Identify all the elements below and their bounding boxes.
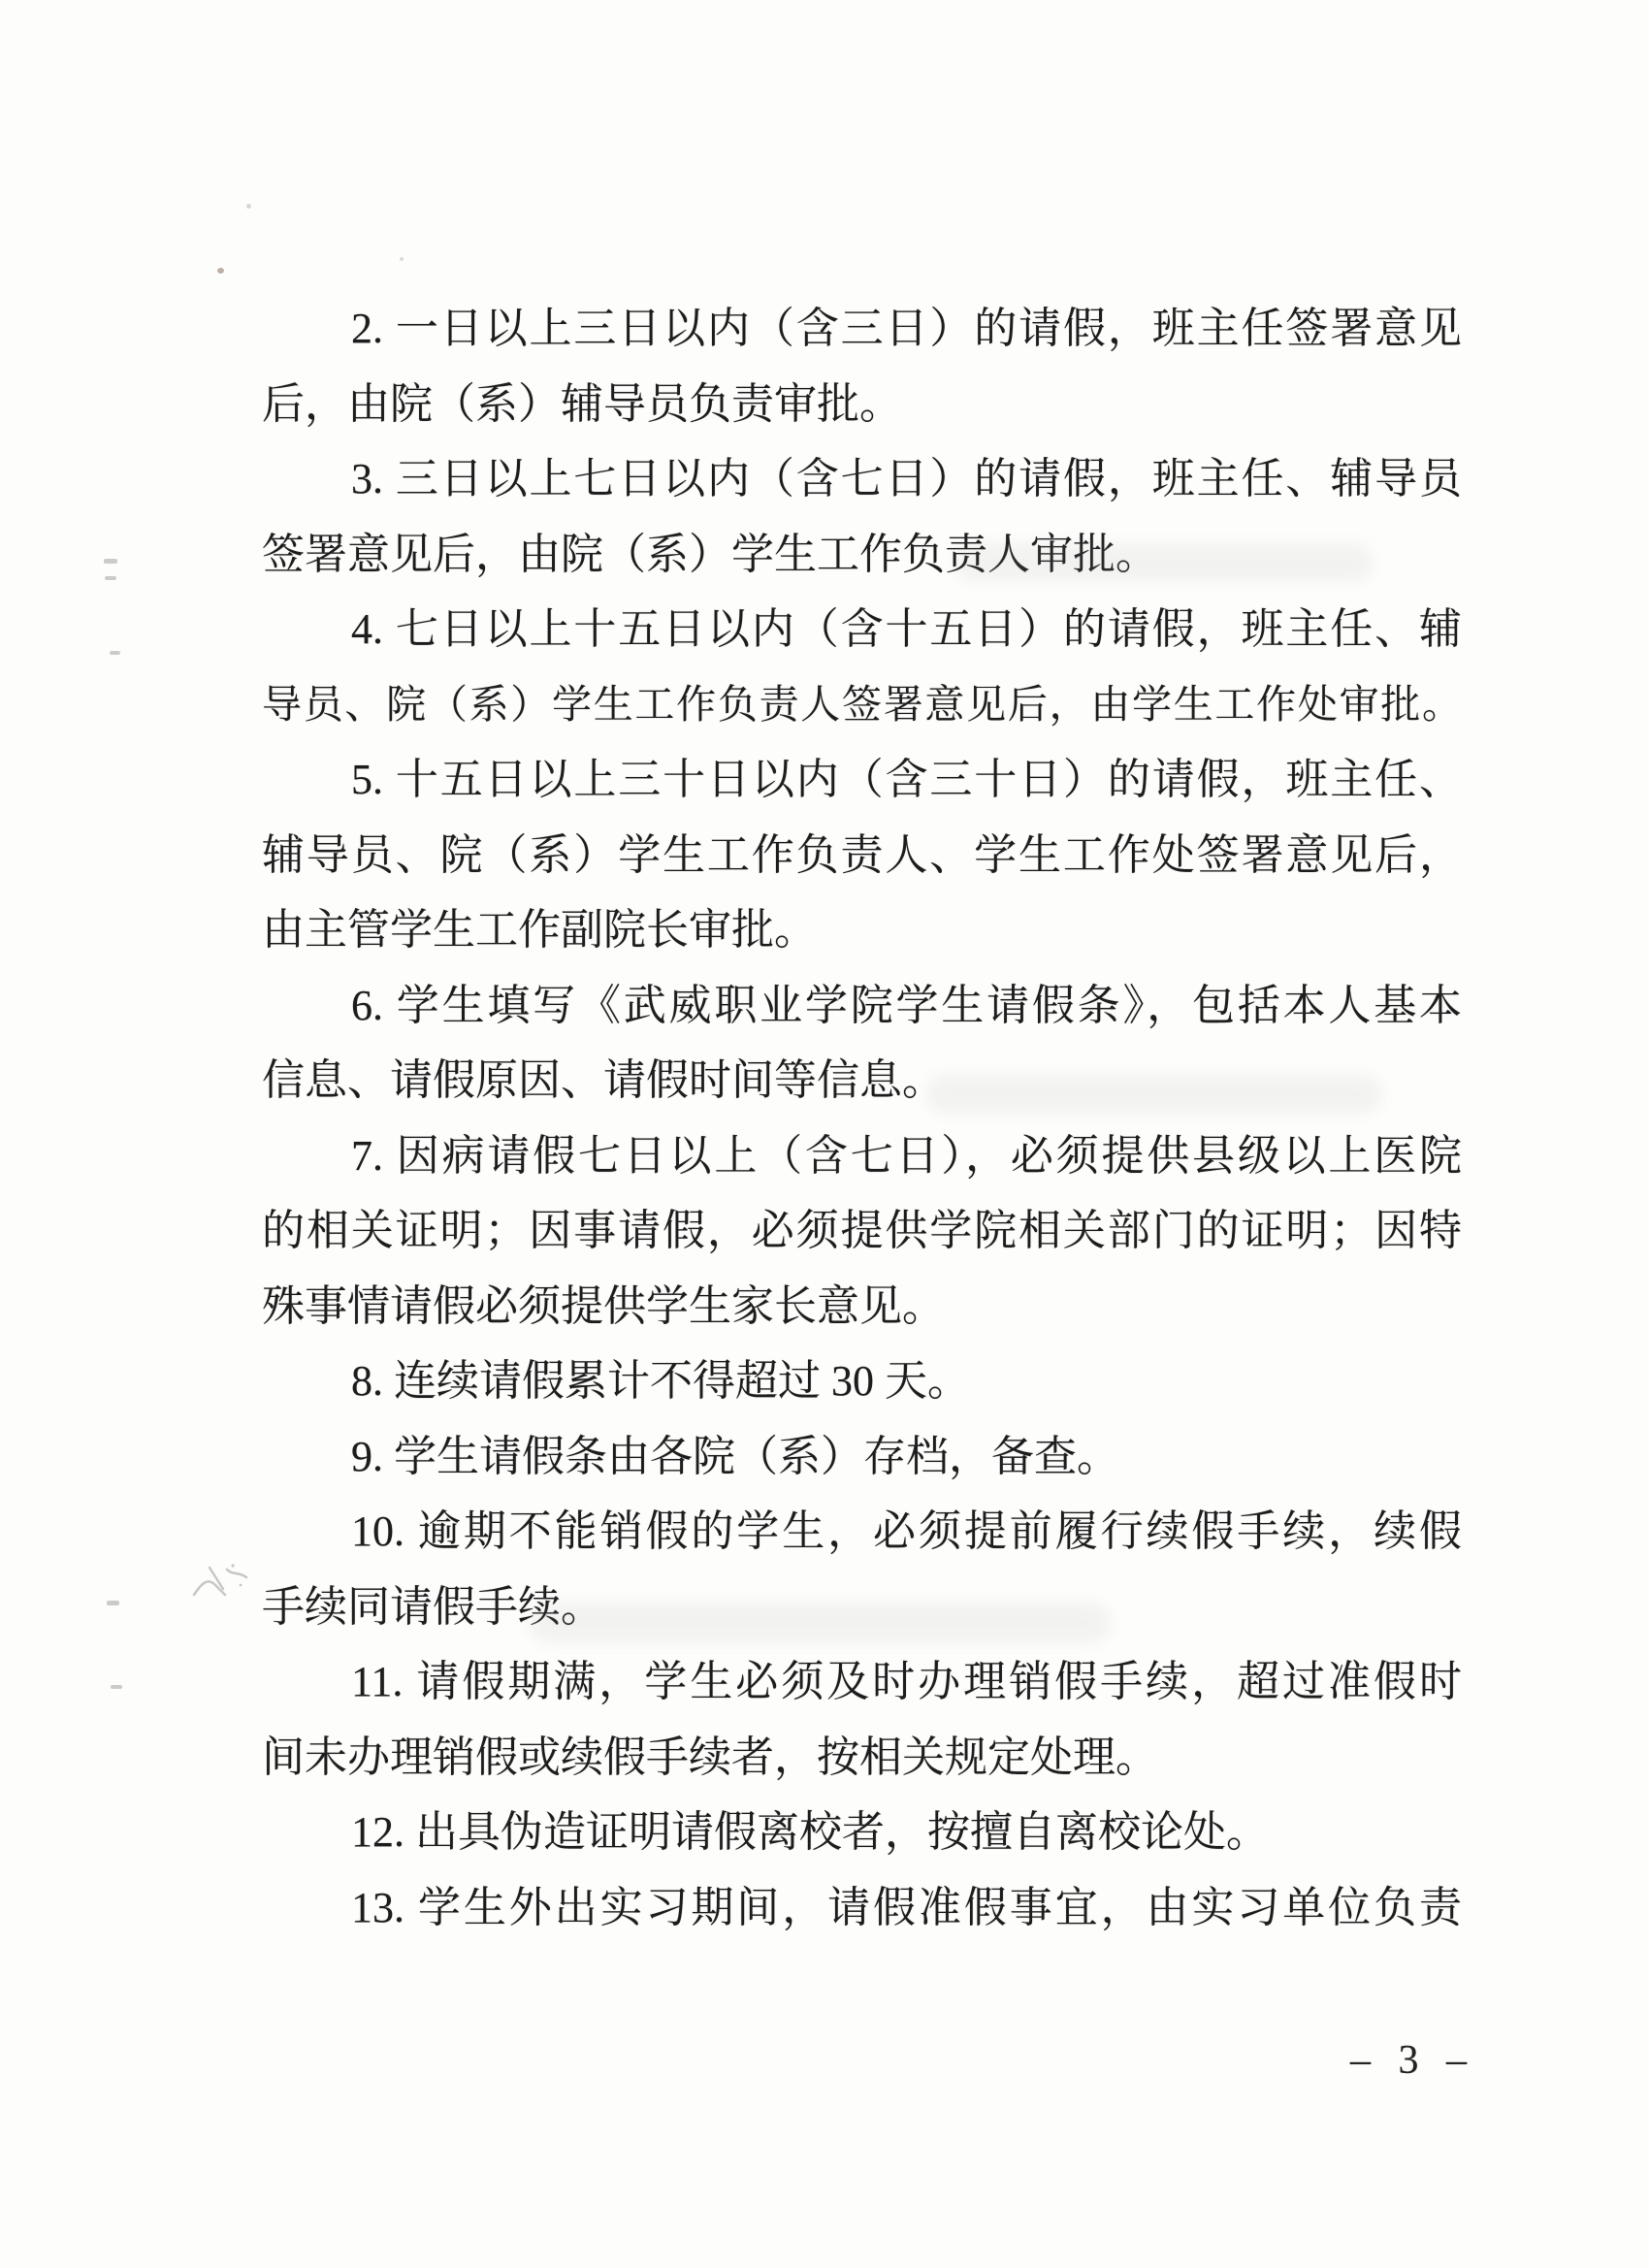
scan-mark-dash: [111, 1685, 122, 1689]
doc-line: 殊事情请假必须提供学生家长意见。: [262, 1281, 945, 1330]
doc-line: 12. 出具伪造证明请假离校者，按擅自离校论处。: [351, 1808, 1269, 1856]
doc-line: 的相关证明；因事请假，必须提供学院相关部门的证明；因特: [262, 1207, 1462, 1254]
doc-line: 签署意见后，由院（系）学生工作负责人审批。: [262, 530, 1158, 578]
pencil-scribble: [190, 1556, 252, 1604]
scan-mark-dash: [105, 576, 116, 580]
doc-line: 2. 一日以上三日以内（含三日）的请假，班主任签署意见: [351, 305, 1462, 352]
scan-mark-dash: [104, 559, 117, 564]
doc-line: 13. 学生外出实习期间，请假准假事宜，由实习单位负责: [351, 1883, 1462, 1931]
scan-mark-dash: [107, 1601, 119, 1605]
doc-line: 后，由院（系）辅导员负责审批。: [262, 379, 902, 428]
scan-speck: [400, 257, 404, 261]
doc-line: 7. 因病请假七日以上（含七日），必须提供县级以上医院: [351, 1131, 1462, 1180]
doc-line: 由主管学生工作副院长审批。: [262, 906, 817, 954]
page-number: – 3 –: [1350, 2038, 1475, 2083]
doc-line: 4. 七日以上十五日以内（含十五日）的请假，班主任、辅: [351, 605, 1462, 653]
doc-line: 信息、请假原因、请假时间等信息。: [262, 1056, 945, 1104]
scan-mark-dash: [110, 651, 120, 655]
scan-speck: [246, 204, 251, 209]
doc-line: 6. 学生填写《武威职业学院学生请假条》，包括本人基本: [351, 981, 1462, 1029]
doc-line: 导员、院（系）学生工作负责人签署意见后，由学生工作处审批。: [262, 681, 1462, 727]
scan-speck: [217, 268, 224, 274]
doc-line: 间未办理销假或续假手续者，按相关规定处理。: [262, 1733, 1158, 1781]
doc-line: 8. 连续请假累计不得超过 30 天。: [351, 1357, 970, 1405]
doc-line: 3. 三日以上七日以内（含七日）的请假，班主任、辅导员: [351, 455, 1462, 502]
doc-line: 11. 请假期满，学生必须及时办理销假手续，超过准假时: [351, 1658, 1462, 1705]
doc-line: 10. 逾期不能销假的学生，必须提前履行续假手续，续假: [351, 1507, 1462, 1555]
document-body: [262, 291, 1462, 1945]
doc-line: 9. 学生请假条由各院（系）存档，备查。: [351, 1432, 1119, 1480]
doc-line: 手续同请假手续。: [262, 1582, 603, 1631]
doc-line: 5. 十五日以上三十日以内（含三十日）的请假，班主任、: [351, 756, 1462, 803]
doc-line: 辅导员、院（系）学生工作负责人、学生工作处签署意见后，: [262, 830, 1462, 879]
